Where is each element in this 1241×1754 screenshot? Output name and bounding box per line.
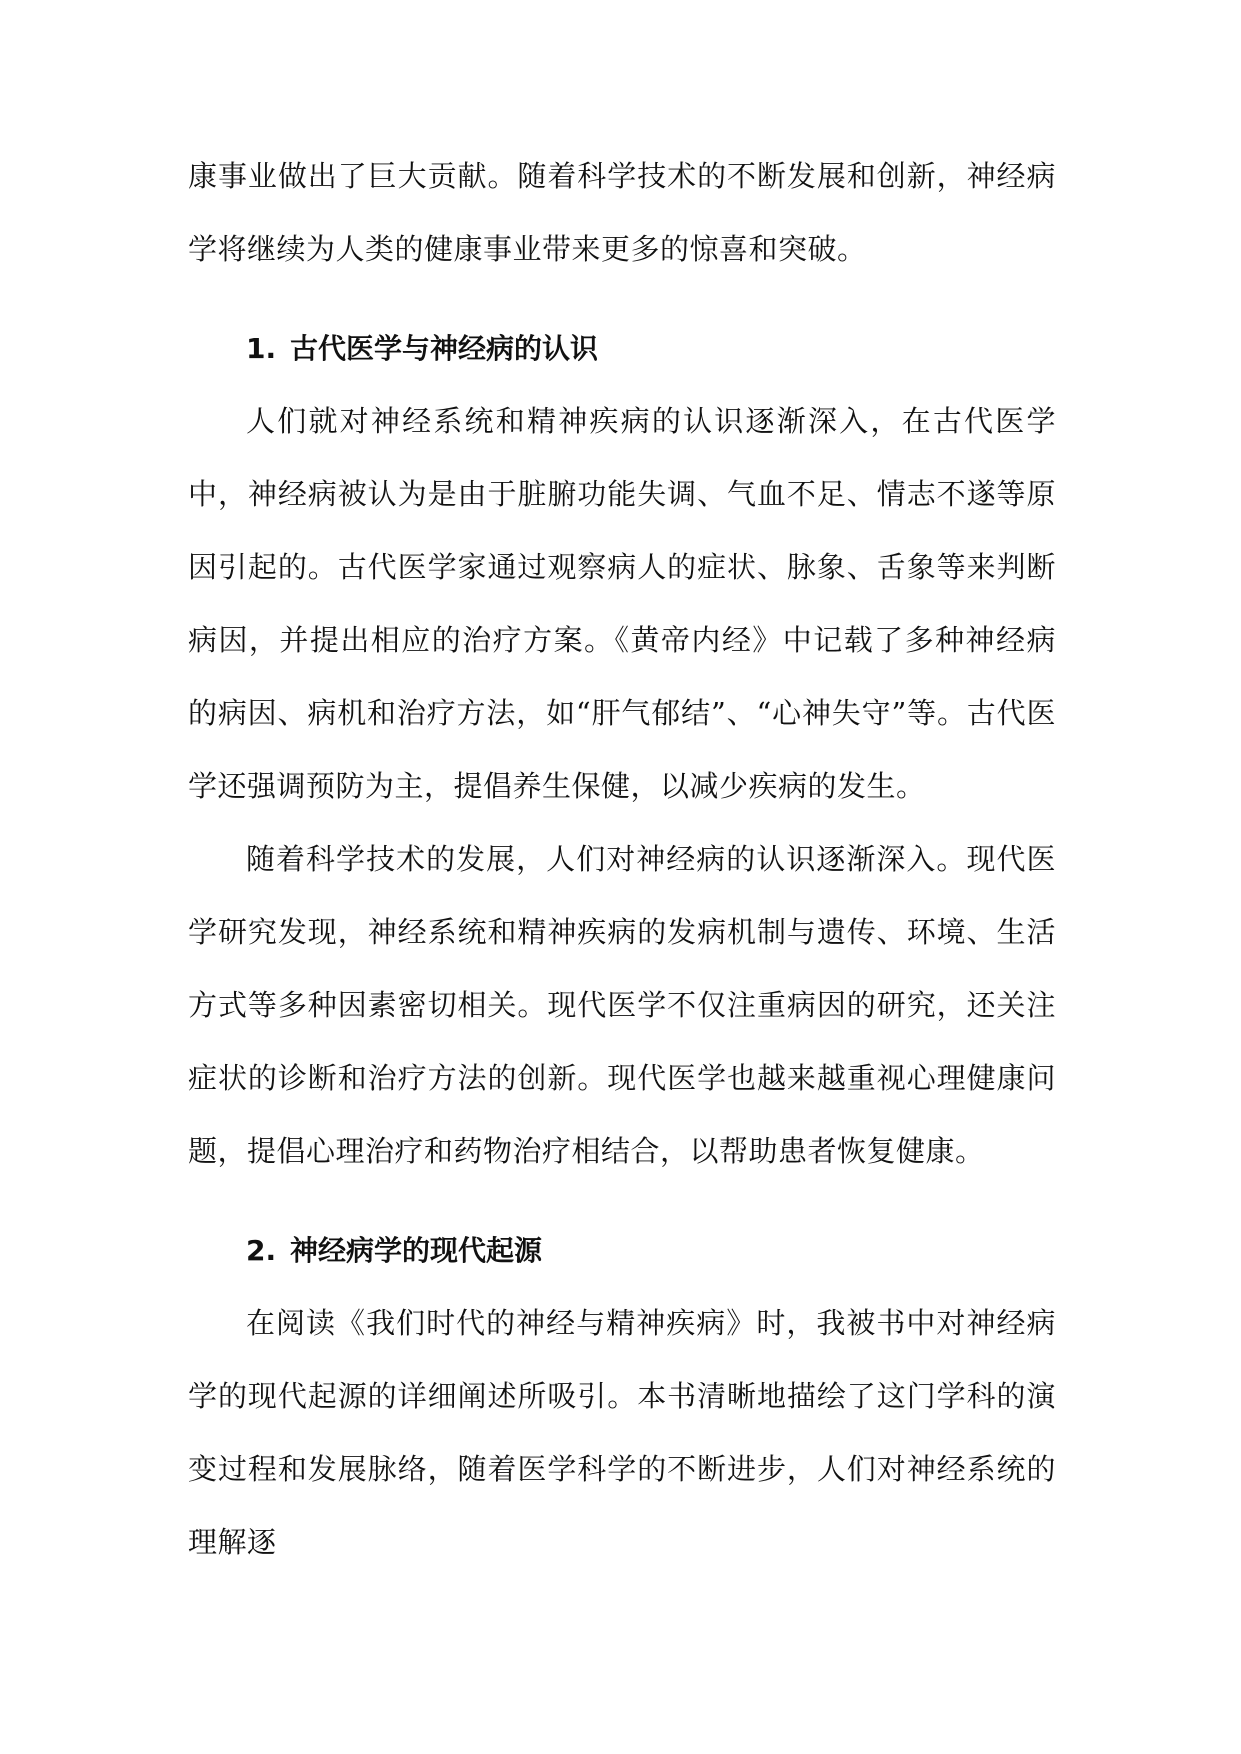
page-content — [188, 140, 1056, 1579]
section-number: 2. — [246, 1234, 277, 1267]
opening-paragraph: 康事业做出了巨大贡献。随着科学技术的不断发展和创新，神经病学将继续为人类的健康事业带来更多的惊喜和突破。 — [188, 159, 1056, 266]
section-title: 古代医学与神经病的认识 — [290, 332, 599, 365]
section-1-paragraph-1: 人们就对神经系统和精神疾病的认识逐渐深入，在古代医学中，神经病被认为是由于脏腑功能失调、气血不足、情志不遂等原因引起的。古代医学家通过观察病人的症状、脉象、舌象等来判断病因，并提出相应的治疗方案。《黄帝内经》中记载了多种神经病的病因、病机和治疗方法，如“肝气郁结”、“心神失守”等。古代医学还强调预防为主，提倡养生保健，以减少疾病的发生。 — [188, 404, 1056, 803]
section-number: 1. — [246, 332, 277, 365]
section-heading-2 — [188, 1214, 1056, 1287]
section-gap — [188, 286, 1056, 312]
section-heading-1 — [188, 312, 1056, 385]
section-title: 神经病学的现代起源 — [290, 1234, 543, 1267]
section-gap — [188, 1188, 1056, 1214]
section-2-paragraph-1: 在阅读《我们时代的神经与精神疾病》时，我被书中对神经病学的现代起源的详细阐述所吸引。本书清晰地描绘了这门学科的演变过程和发展脉络，随着医学科学的不断进步，人们对神经系统的理解逐 — [188, 1306, 1056, 1559]
section-1-paragraph-2: 随着科学技术的发展，人们对神经病的认识逐渐深入。现代医学研究发现，神经系统和精神疾病的发病机制与遗传、环境、生活方式等多种因素密切相关。现代医学不仅注重病因的研究，还关注症状的诊断和治疗方法的创新。现代医学也越来越重视心理健康问题，提倡心理治疗和药物治疗相结合，以帮助患者恢复健康。 — [188, 842, 1056, 1168]
